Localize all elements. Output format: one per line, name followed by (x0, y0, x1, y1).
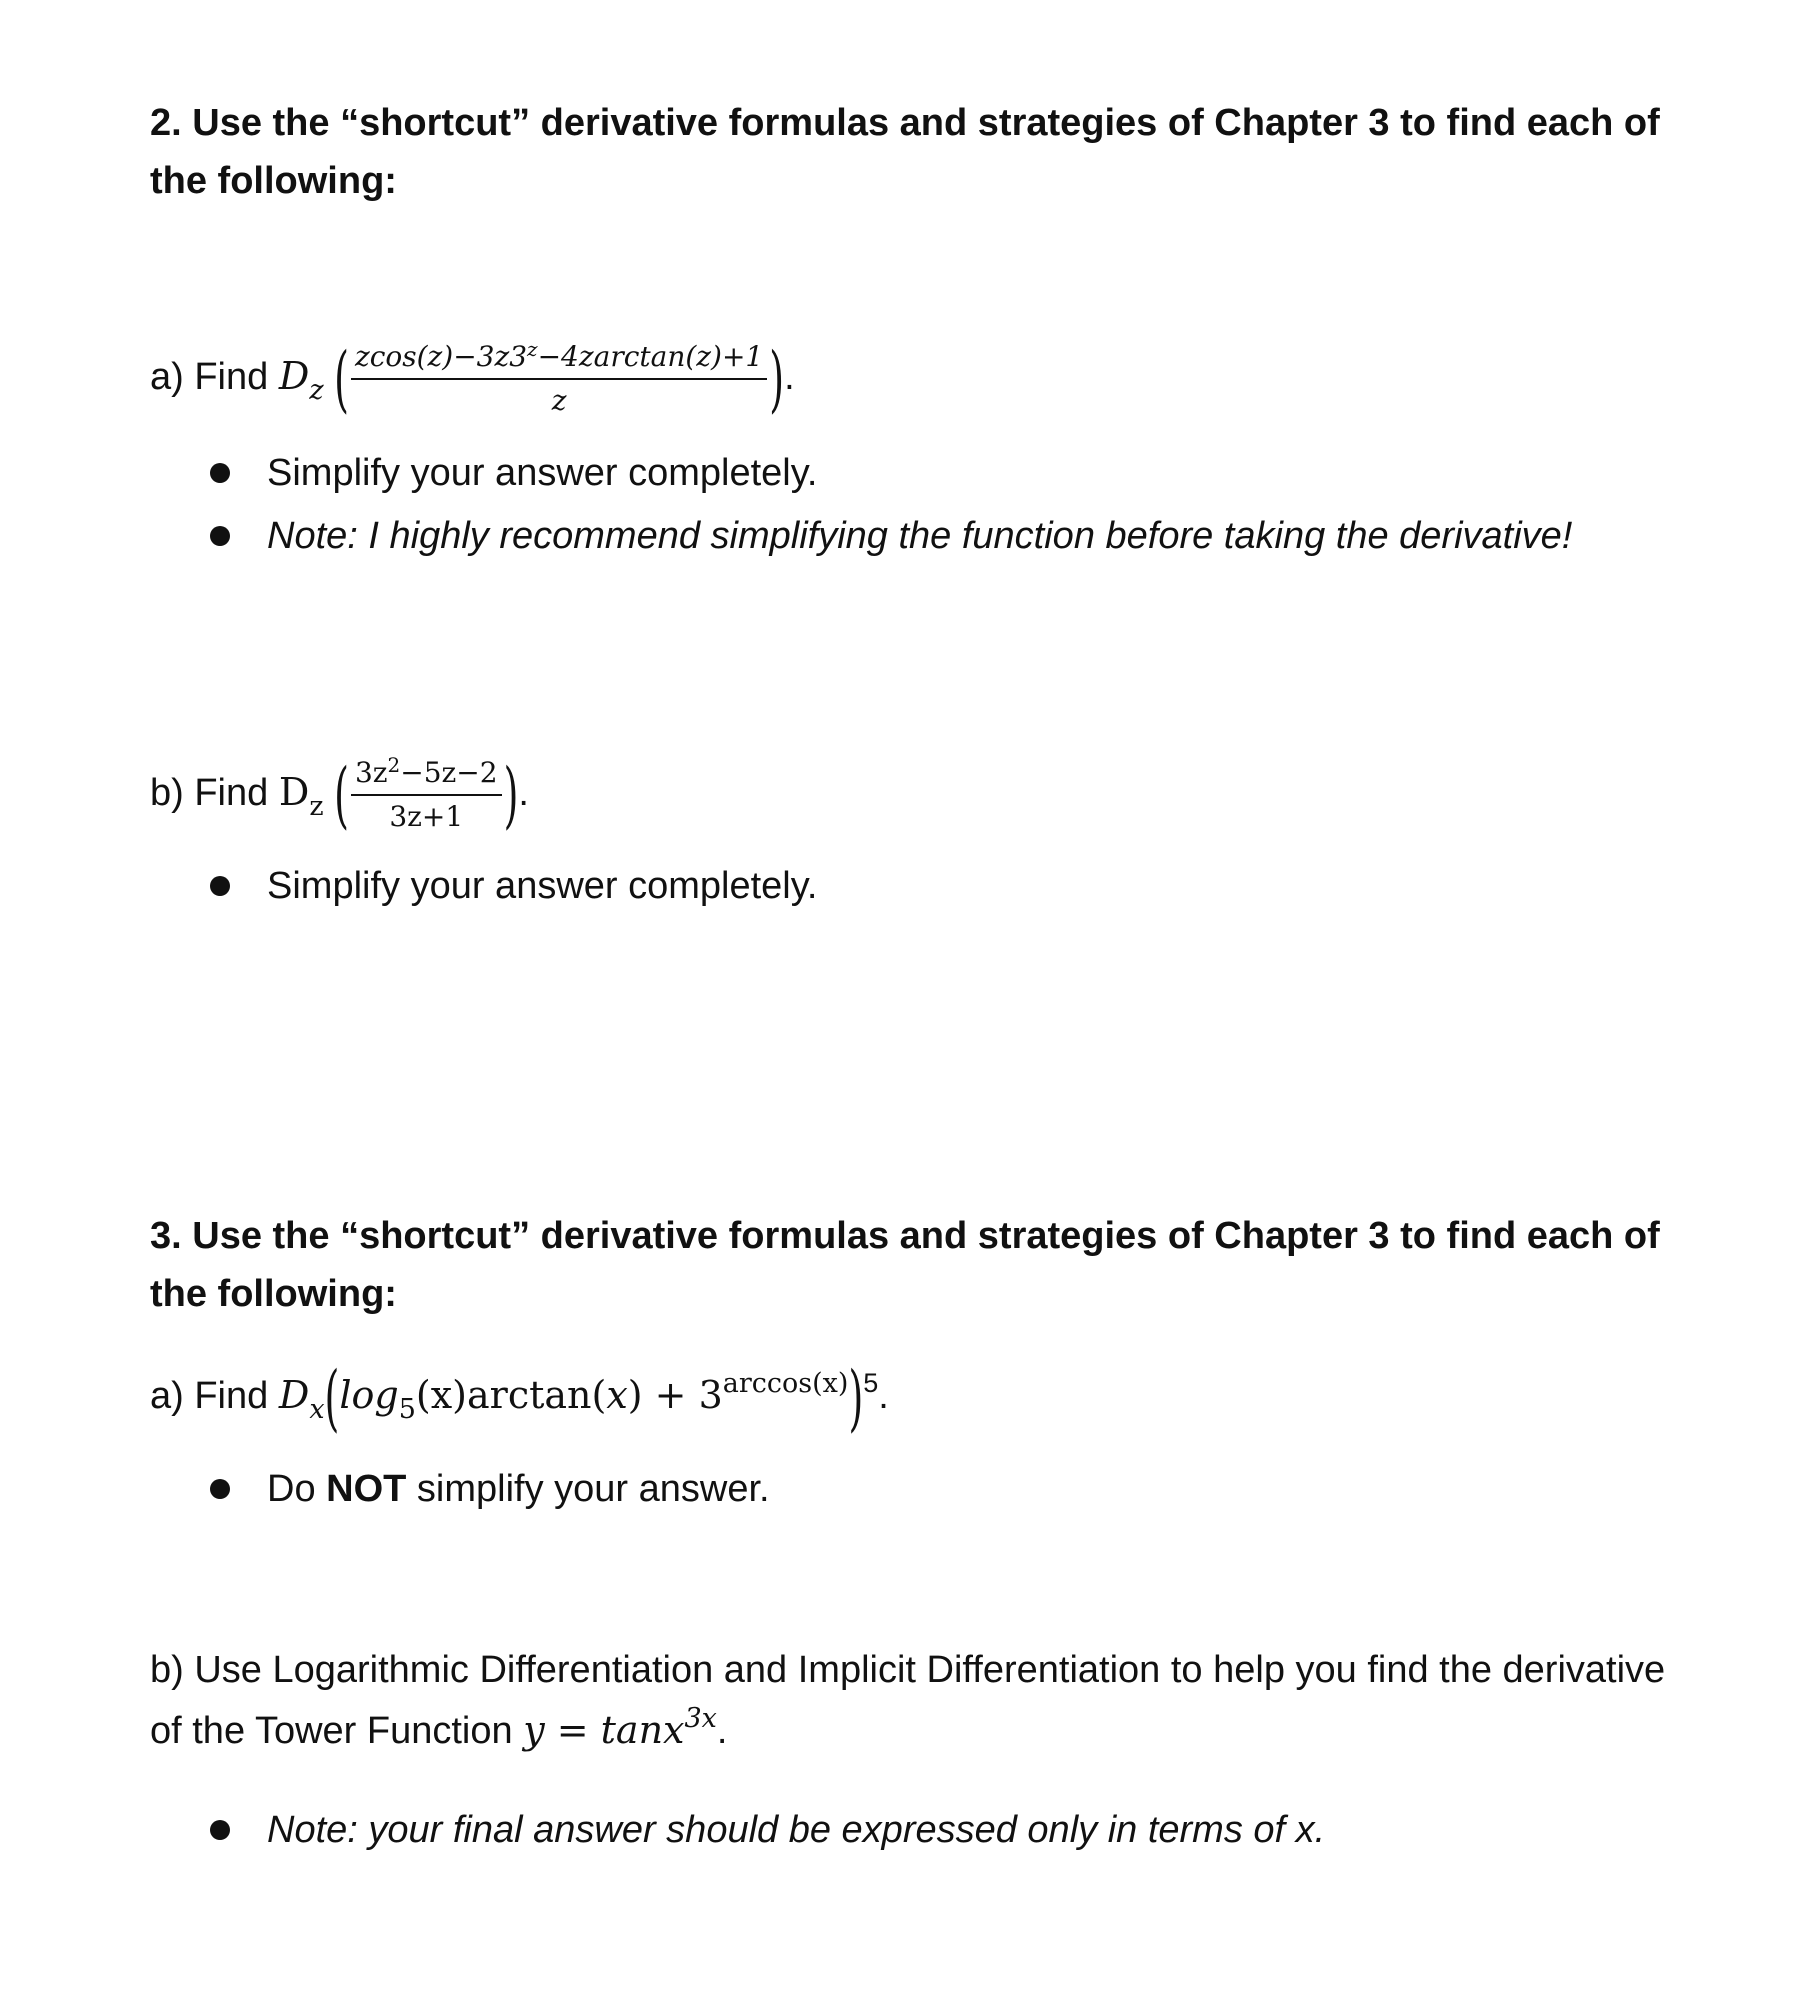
q2a-denominator: z (551, 384, 567, 417)
q2a-bullet-2: Note: I highly recommend simplifying the function before taking the derivative! (267, 515, 1573, 557)
q3a-log: log (339, 1373, 399, 1417)
q2a-operator: D (278, 354, 310, 399)
q3a-end: . (878, 1375, 889, 1417)
q2b-prefix: b) Find (150, 772, 269, 815)
q2a-prefix: a) Find (150, 356, 269, 399)
q2b-bullet-1: Simplify your answer completely. (267, 865, 818, 907)
bullet-dot (210, 526, 230, 546)
q3b-eq-sup: 3x (684, 1703, 717, 1734)
q3b-end: . (716, 1710, 728, 1752)
q3b-eq-lhs: y (523, 1708, 545, 1752)
q2b-fraction (351, 753, 502, 834)
bullet-dot (210, 876, 230, 896)
bullet-dot (210, 1820, 230, 1840)
q3b-bullet-1: Note: your final answer should be expressed only in terms of x. (267, 1809, 1326, 1851)
q3b-text: b) Use Logarithmic Differentiation and Implicit Differentiation to help you find the derivative of the Tower Function (150, 1649, 1666, 1752)
q2-heading: 2. Use the “shortcut” derivative formulas and strategies of Chapter 3 to find each of the following: (150, 102, 1660, 202)
q3a-expr-2: ) + 3 (627, 1373, 723, 1417)
q2b-numerator: $3z^2-5z-2$ (351, 756, 502, 796)
q3a-operator-sub: x (309, 1394, 325, 1425)
q2b-operator-sub: z (309, 791, 324, 823)
q3a-prefix: a) Find (150, 1375, 269, 1417)
q2a-bullet-1: Simplify your answer completely. (267, 452, 818, 494)
q2b-left-paren: ( (334, 753, 349, 837)
q3a-bullet-1: Do NOT simplify your answer. (267, 1468, 770, 1510)
q2a-fraction (351, 337, 767, 418)
q3b-eq-equals: = (544, 1708, 601, 1752)
bullet-dot (210, 463, 230, 483)
q2a-operator-sub: z (309, 375, 324, 407)
q2a-end: . (784, 356, 795, 399)
q3a-left-paren: ( (324, 1356, 340, 1440)
q2b-problem (150, 753, 529, 837)
q2b-end: . (518, 772, 529, 815)
q2b-right-paren: ) (503, 753, 519, 837)
q3a-power: 5 (863, 1368, 879, 1398)
q2b-denominator: 3z+1 (389, 800, 464, 833)
q2a-numerator: $zcos(z)-3z3^z-4zarctan(z)+1$ (351, 340, 767, 380)
q2a-left-paren: ( (334, 337, 349, 421)
q2a-problem (150, 337, 795, 421)
q3a-var: x (606, 1373, 628, 1417)
bullet-dot (210, 1479, 230, 1499)
q3b-eq-rhs: tanx (600, 1708, 685, 1752)
q3a-operator: D (278, 1373, 310, 1417)
q3a-problem (150, 1356, 889, 1440)
q3b-problem (150, 1640, 1690, 1765)
q3-heading: 3. Use the “shortcut” derivative formulas and strategies of Chapter 3 to find each of the following: (150, 1215, 1660, 1315)
q3a-right-paren: ) (848, 1356, 864, 1440)
q2b-operator: D (278, 770, 310, 815)
q3a-log-base: 5 (398, 1394, 416, 1425)
q3a-expr-1: (x)arctan( (415, 1373, 607, 1417)
q2a-right-paren: ) (769, 337, 785, 421)
q3a-exponent: arccos(x) (722, 1368, 849, 1399)
